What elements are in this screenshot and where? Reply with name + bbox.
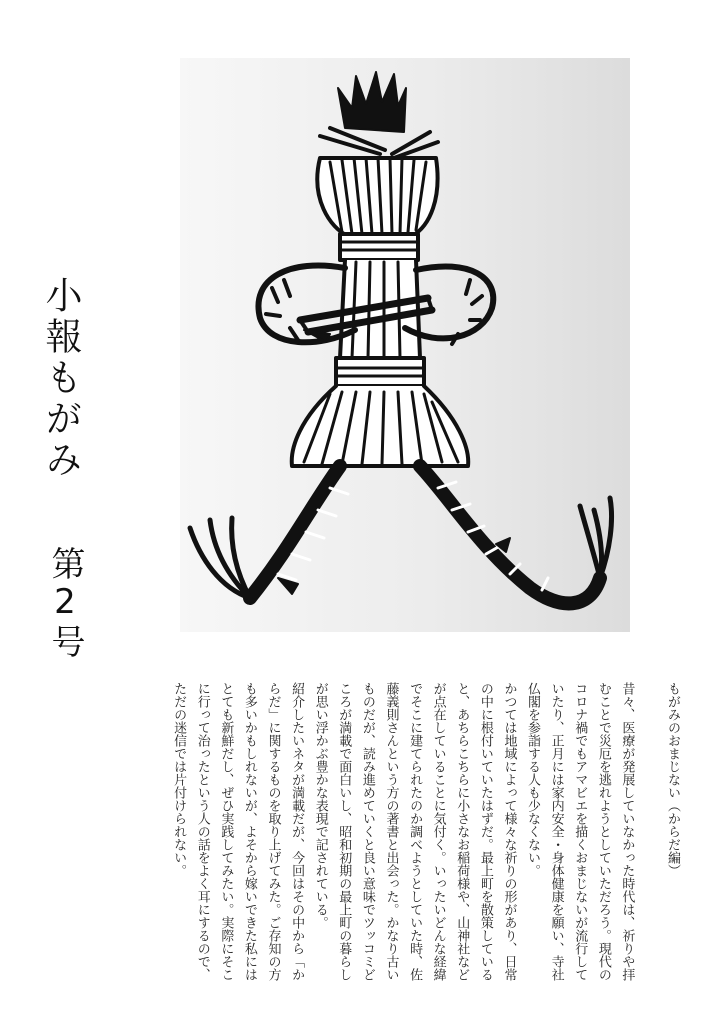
article-body xyxy=(126,682,684,982)
paragraph: かつては地域によって様々な祈りの形があり、日常の中に根付いていたはずだ。最上町を散策していると、あちらこちらに小さなお稲荷様や、山神社などが点在していることに気付く。いったいどんな経緯でそこに建てられたのか調べようとしていた時、佐藤義則さんという方の著書と出会った。かなり古いものだが、読み進めていくと良い意味でツッコミどころが満載で面白いし、昭和初期の最上町の暮らしが思い浮かぶ豊かな表現で記されている。 xyxy=(312,682,517,981)
issue-number: 第2号 xyxy=(45,546,85,660)
paragraph: 昔々、医療が発展していなかった時代は、祈りや拝むことで災厄を逃れようとしていただろう。現代のコロナ禍でもアマビエを描くおまじないが流行していたり、正月には家内安全・身体健康を願い、寺社仏閣を参詣する人も少なくない。 xyxy=(525,682,635,981)
straw-doll-photo xyxy=(180,58,630,632)
newsletter-title: 小報もがみ xyxy=(39,276,82,481)
article-heading: もがみのおまじない（からだ編） xyxy=(665,682,680,877)
paragraph: 紹介したいネタが満載だが、今回はその中から「からだ」に関するものを取り上げてみた。ご存知の方も多いかもしれないが、よそから嫁いできた私にはとても新鮮だし、ぜひ実践してみたい。実際にそこに行って治ったという人の話をよく耳にするので、ただの迷信では片付けられない。 xyxy=(171,682,305,981)
straw-doll-illustration xyxy=(180,58,630,632)
